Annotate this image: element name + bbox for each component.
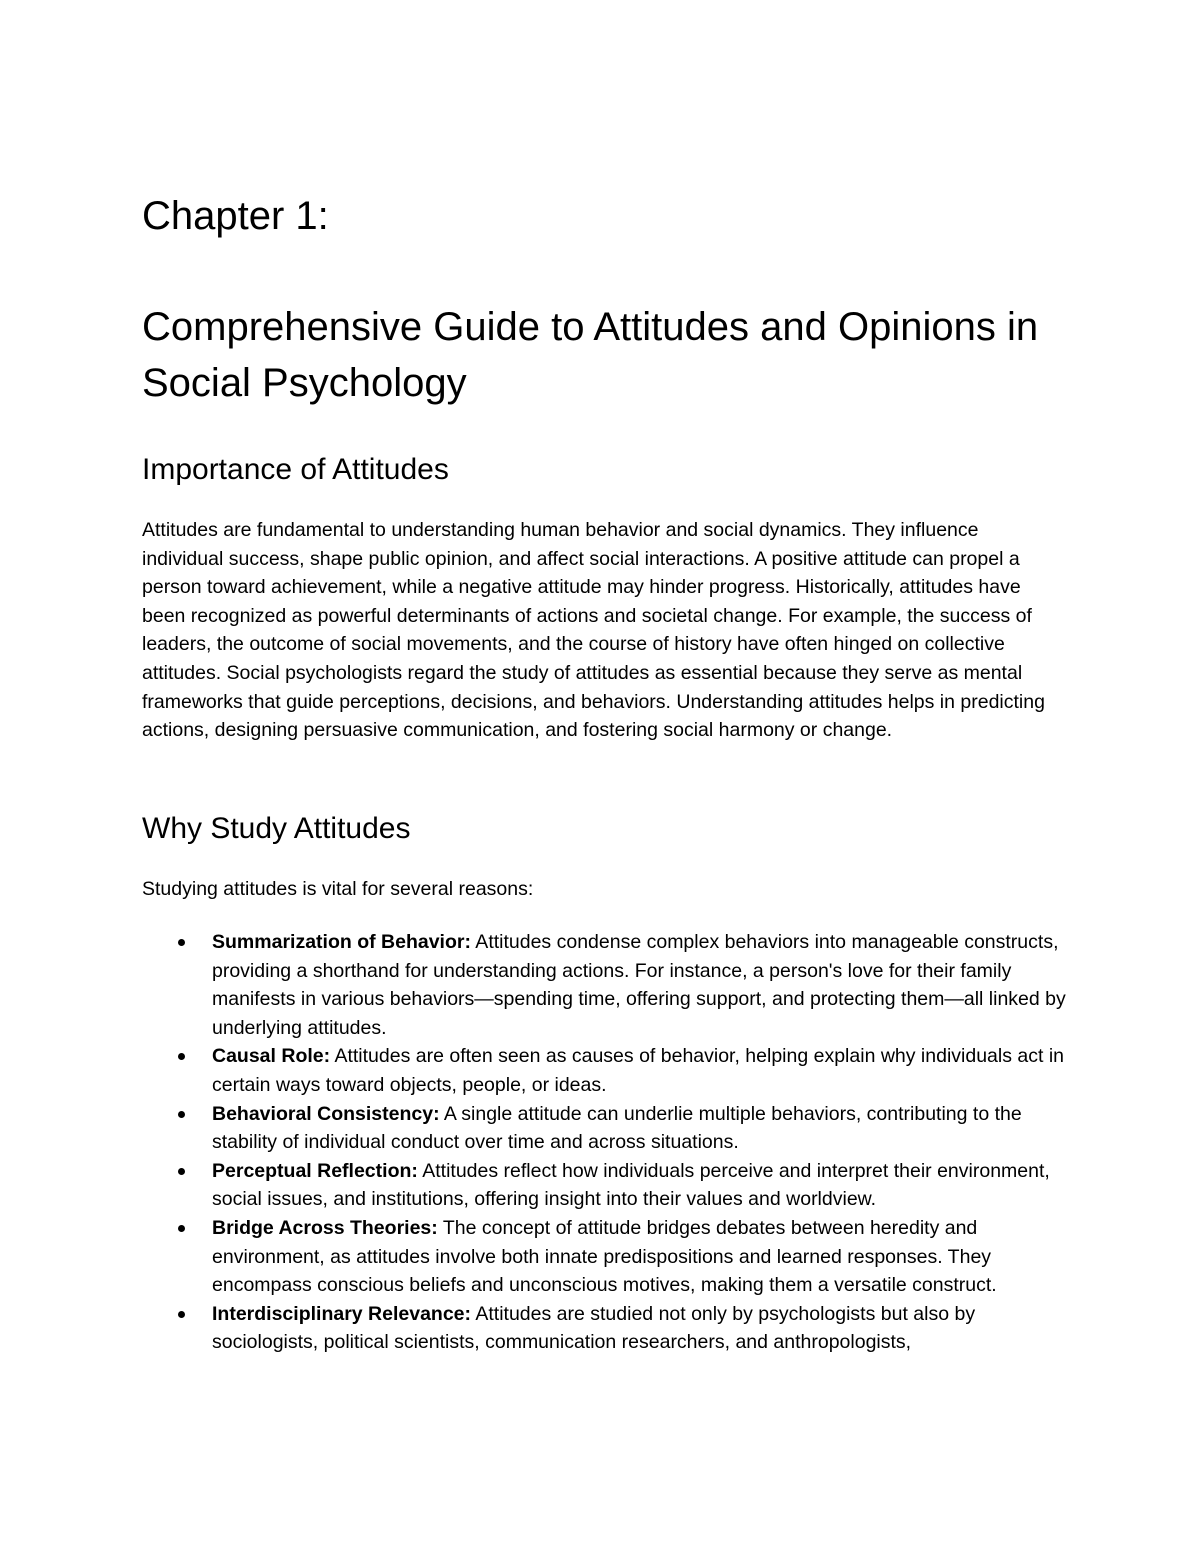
- list-item: [142, 1300, 1072, 1357]
- page-title: Comprehensive Guide to Attitudes and Opinions in Social Psychology: [142, 305, 1039, 405]
- chapter-label: Chapter 1:: [142, 194, 329, 238]
- bullet-term: Summarization of Behavior:: [212, 931, 471, 953]
- bullet-term: Bridge Across Theories:: [212, 1216, 438, 1239]
- bullet-dot-icon: [178, 1311, 185, 1318]
- bullet-dot-icon: [178, 1053, 185, 1060]
- list-item: [142, 1157, 1072, 1214]
- bullet-text: A single attitude can underlie multiple behaviors, contributing to the stability of individual conduct over time and across situations.: [212, 1102, 1022, 1154]
- bullet-term: Behavioral Consistency:: [212, 1102, 440, 1125]
- bullet-term: Perceptual Reflection:: [212, 1159, 418, 1182]
- list-item: [142, 1100, 1072, 1157]
- section-heading-importance: Importance of Attitudes: [142, 453, 449, 486]
- bullet-text: The concept of attitude bridges debates between heredity and environment, as attitudes involve both innate predispositions and learned responses. They encompass conscious beliefs and unconscious motives, making them a versatile construct.: [212, 1216, 997, 1297]
- bullet-dot-icon: [178, 1111, 185, 1118]
- bullet-dot-icon: [178, 1168, 185, 1175]
- bullet-text: Attitudes are studied not only by psychologists but also by sociologists, political scientists, communication researchers, and anthropologists,: [212, 1302, 976, 1354]
- bullet-text: Attitudes reflect how individuals perceive and interpret their environment, social issues, and institutions, offering insight into their values and worldview.: [212, 1159, 1050, 1211]
- bullet-text: Attitudes are often seen as causes of behavior, helping explain why individuals act in certain ways toward objects, people, or ideas.: [212, 1045, 1065, 1096]
- section-heading-why-study: Why Study Attitudes: [142, 812, 411, 845]
- why-study-intro: Studying attitudes is vital for several reasons:: [142, 878, 534, 900]
- list-item: [142, 1214, 1072, 1300]
- bullet-dot-icon: [178, 939, 185, 946]
- list-item: [142, 1042, 1072, 1099]
- reasons-list: [142, 928, 1072, 1357]
- bullet-term: Interdisciplinary Relevance:: [212, 1302, 472, 1325]
- list-item: [142, 928, 1072, 1042]
- bullet-text: Attitudes condense complex behaviors into manageable constructs, providing a shorthand for understanding actions. For instance, a person's love for their family manifests in various behaviors—spending time, offering support, and protecting them—all linked by underlying attitudes.: [212, 931, 1066, 1039]
- bullet-term: Causal Role:: [212, 1045, 331, 1068]
- bullet-dot-icon: [178, 1225, 185, 1232]
- importance-paragraph: Attitudes are fundamental to understanding human behavior and social dynamics. They influence individual success, shape public opinion, and affect social interactions. A positive attitude can propel a person toward achievement, while a negative attitude may hinder progress. Historically, attitudes have been recognized as powerful determinants of actions and societal change. For example, the success of leaders, the outcome of social movements, and the course of history have often hinged on collective attitudes. Social psychologists regard the study of attitudes as essential because they serve as mental frameworks that guide perceptions, decisions, and behaviors. Understanding attitudes helps in predicting actions, designing persuasive communication, and fostering social harmony or change.: [142, 519, 1045, 742]
